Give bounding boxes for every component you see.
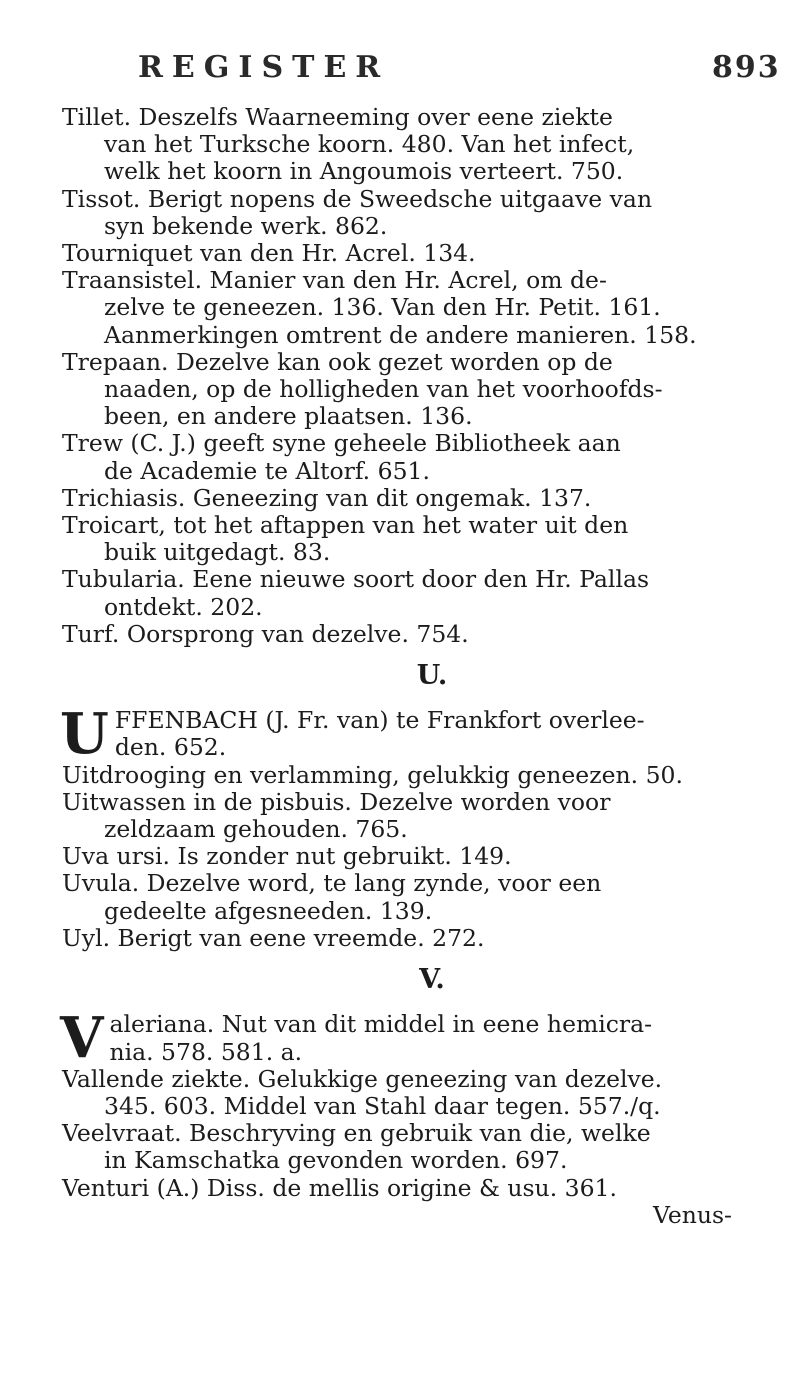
entry-line: nia. 578. 581. a.: [109, 1037, 303, 1066]
header-title: REGISTER: [138, 50, 390, 85]
register-entry: [62, 870, 772, 924]
register-entry: [60, 701, 772, 768]
entry-line: Uitdrooging en verlamming, gelukkig geneezen. 50.: [62, 760, 683, 789]
entry-line: been, en andere plaatsen. 136.: [104, 402, 473, 431]
register-text: [62, 104, 772, 1229]
register-entry: [62, 186, 772, 240]
entries-u: [60, 701, 772, 952]
entry-line: Vallende ziekte. Gelukkige geneezing van dezelve.: [62, 1064, 663, 1093]
entry-line: gedeelte afgesneeden. 139.: [104, 896, 433, 925]
register-entry: [62, 789, 772, 843]
entry-line: Aanmerkingen omtrent de andere manieren. 158.: [104, 320, 697, 349]
register-entry: [62, 1066, 772, 1120]
register-entry: [62, 621, 772, 648]
entry-line: FFENBACH (J. Fr. van) te Frankfort overlee-: [114, 706, 645, 735]
entry-line: Uvula. Dezelve word, te lang zynde, voor een: [62, 869, 602, 898]
drop-cap: U: [60, 701, 109, 768]
register-entry: [62, 104, 772, 186]
register-entry: [62, 762, 772, 789]
entry-line: welk het koorn in Angoumois verteert. 750.: [104, 157, 624, 186]
entry-line: Turf. Oorsprong van dezelve. 754.: [62, 619, 469, 648]
entry-line: Troicart, tot het aftappen van het water uit den: [62, 511, 629, 540]
entry-line: Tillet. Deszelfs Waarneeming over eene ziekte: [62, 103, 613, 131]
entry-line: Uva ursi. Is zonder nut gebruikt. 149.: [62, 842, 512, 871]
entry-line: Trew (C. J.) geeft syne geheele Bibliotheek aan: [62, 429, 621, 458]
register-entry: [62, 430, 772, 484]
register-entry: [62, 349, 772, 431]
register-entry: [62, 1175, 772, 1202]
register-entry: [62, 240, 772, 267]
entries-v: [60, 1005, 772, 1202]
entry-line: zeldzaam gehouden. 765.: [104, 815, 408, 844]
register-entry: [60, 1005, 772, 1072]
entry-line: den. 652.: [114, 733, 227, 762]
entry-line: Tourniquet van den Hr. Acrel. 134.: [62, 239, 476, 268]
section-heading-u: U.: [416, 660, 448, 692]
register-entry: [62, 925, 772, 952]
entry-line: in Kamschatka gevonden worden. 697.: [104, 1146, 568, 1175]
register-entry: [62, 843, 772, 870]
entry-line: van het Turksche koorn. 480. Van het infect,: [104, 130, 635, 159]
entry-line: Traansistel. Manier van den Hr. Acrel, om de-: [62, 266, 607, 295]
entry-line: 345. 603. Middel van Stahl daar tegen. 557./q.: [104, 1091, 661, 1120]
entry-line: ontdekt. 202.: [104, 592, 263, 621]
entry-line: buik uitgedagt. 83.: [104, 538, 331, 567]
entry-line: Venturi (A.) Diss. de mellis origine & usu. 361.: [62, 1173, 617, 1202]
drop-cap: V: [60, 1005, 104, 1072]
entry-line: Tissot. Berigt nopens de Sweedsche uitgaave van: [62, 184, 653, 213]
entry-line: Veelvraat. Beschryving en gebruik van die, welke: [62, 1119, 651, 1148]
section-heading-v: V.: [419, 964, 445, 996]
entry-line: Uitwassen in de pisbuis. Dezelve worden voor: [62, 787, 611, 816]
entry-line: zelve te geneezen. 136. Van den Hr. Petit. 161.: [104, 293, 661, 322]
entry-line: naaden, op de holligheden van het voorhoofds-: [104, 375, 663, 404]
entry-line: Trepaan. Dezelve kan ook gezet worden op de: [62, 347, 613, 376]
register-entry: [62, 1120, 772, 1174]
register-entry: [62, 512, 772, 566]
entry-line: Trichiasis. Geneezing van dit ongemak. 137.: [62, 483, 592, 512]
register-entry: [62, 485, 772, 512]
register-entry: [62, 267, 772, 349]
entries-t: [62, 104, 772, 648]
entry-line: Uyl. Berigt van eene vreemde. 272.: [62, 923, 485, 952]
entry-line: de Academie te Altorf. 651.: [104, 456, 430, 485]
entry-line: syn bekende werk. 862.: [104, 211, 388, 240]
register-entry: [62, 566, 772, 620]
entry-line: Tubularia. Eene nieuwe soort door den Hr. Pallas: [62, 565, 650, 594]
page-number: 893: [712, 50, 781, 85]
entry-line: aleriana. Nut van dit middel in eene hemicra-: [109, 1010, 653, 1039]
catchword: Venus-: [653, 1200, 732, 1229]
